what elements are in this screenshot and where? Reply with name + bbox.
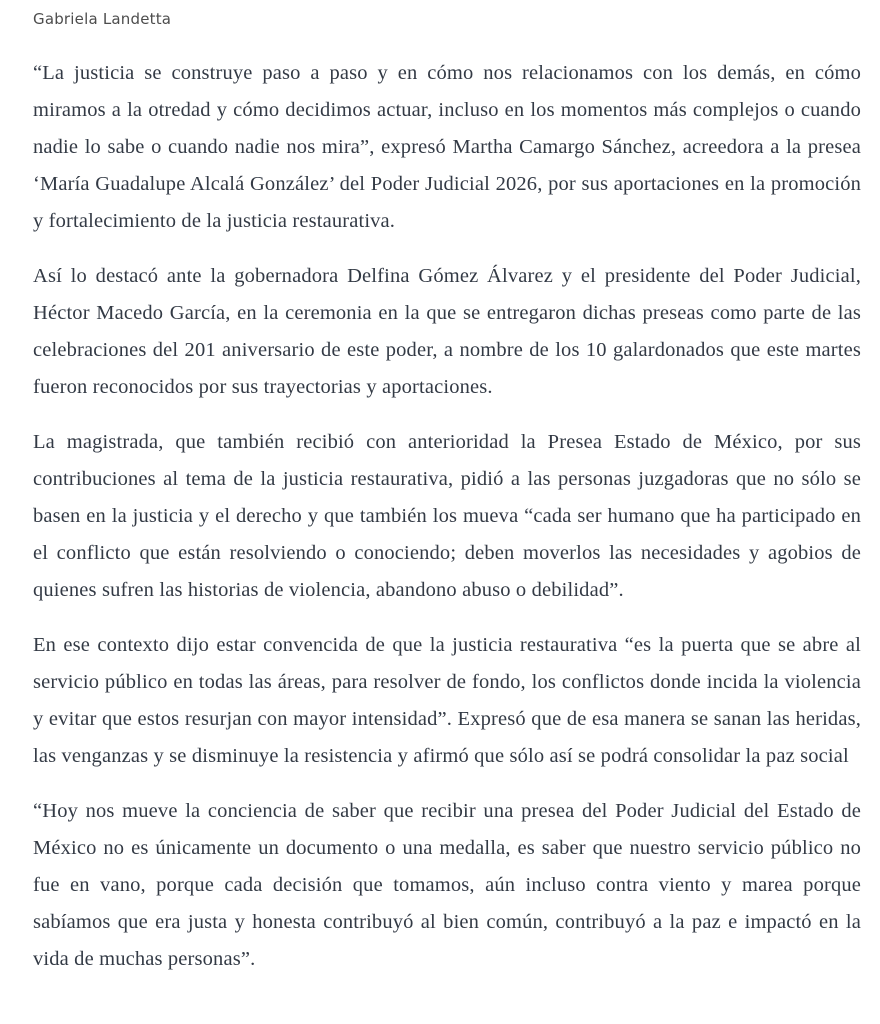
article-body <box>33 55 861 978</box>
article-paragraph: Así lo destacó ante la gobernadora Delfina Gómez Álvarez y el presidente del Poder Judicial, Héctor Macedo García, en la ceremonia en la que se entregaron dichas preseas como parte de las celebraciones del 201 aniversario de este poder, a nombre de los 10 galardonados que este martes fueron reconocidos por sus trayectorias y aportaciones. <box>33 265 861 398</box>
article-paragraph: La magistrada, que también recibió con anterioridad la Presea Estado de México, por sus contribuciones al tema de la justicia restaurativa, pidió a las personas juzgadoras que no sólo se basen en la justicia y el derecho y que también los mueva “cada ser humano que ha participado en el conflicto que están resolviendo o conociendo; deben moverlos las necesidades y agobios de quienes sufren las historias de violencia, abandono abuso o debilidad”. <box>33 431 861 601</box>
article-paragraph: En ese contexto dijo estar convencida de que la justicia restaurativa “es la puerta que se abre al servicio público en todas las áreas, para resolver de fondo, los conflictos donde incida la violencia y evitar que estos resurjan con mayor intensidad”. Expresó que de esa manera se sanan las heridas, las venganzas y se disminuye la resistencia y afirmó que sólo así se podrá consolidar la paz social <box>33 634 861 767</box>
author-byline: Gabriela Landetta <box>33 10 172 28</box>
article-paragraph: “Hoy nos mueve la conciencia de saber que recibir una presea del Poder Judicial del Estado de México no es únicamente un documento o una medalla, es saber que nuestro servicio público no fue en vano, porque cada decisión que tomamos, aún incluso contra viento y marea porque sabíamos que era justa y honesta contribuyó al bien común, contribuyó a la paz e impactó en la vida de muchas personas”. <box>33 800 861 970</box>
article-paragraph: “La justicia se construye paso a paso y en cómo nos relacionamos con los demás, en cómo miramos a la otredad y cómo decidimos actuar, incluso en los momentos más complejos o cuando nadie lo sabe o cuando nadie nos mira”, expresó Martha Camargo Sánchez, acreedora a la presea ‘María Guadalupe Alcalá González’ del Poder Judicial 2026, por sus aportaciones en la promoción y fortalecimiento de la justicia restaurativa. <box>33 62 861 232</box>
